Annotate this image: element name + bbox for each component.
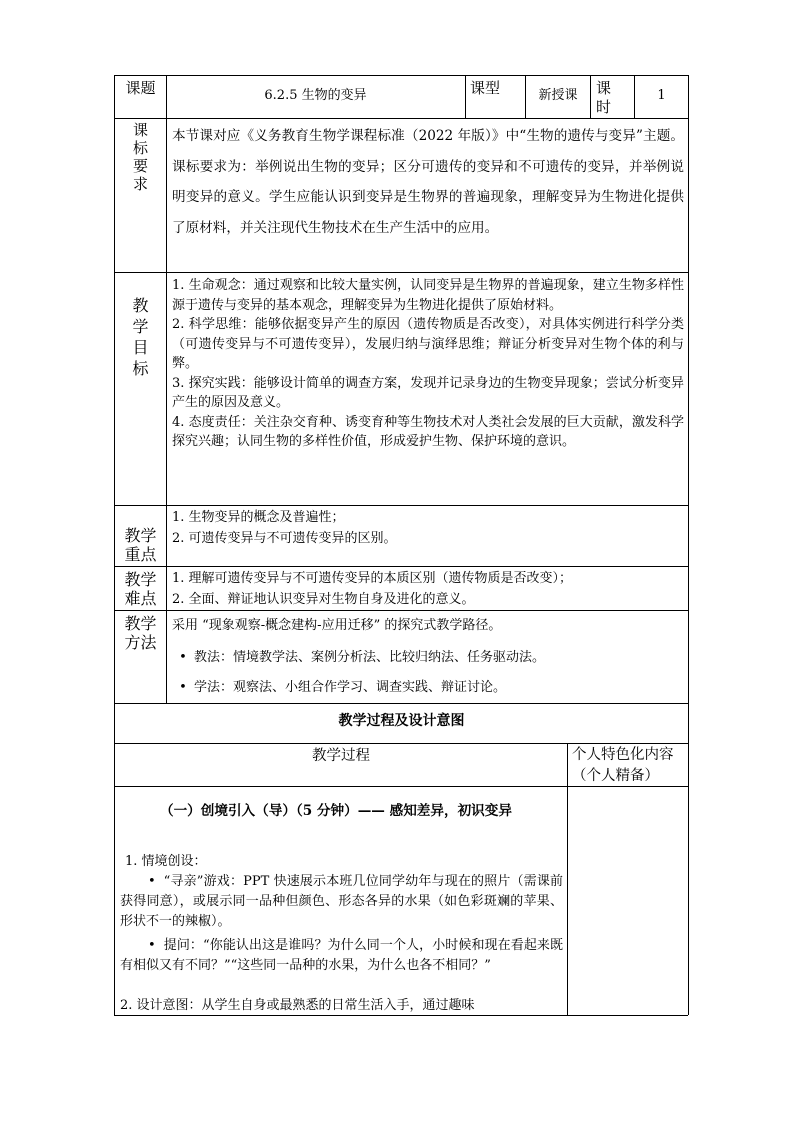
methods-teaching: • 教法：情境教学法、案例分析法、比较归纳法、任务驱动法。: [172, 648, 684, 668]
difficulties-label: 教学 难点: [124, 570, 157, 608]
methods-label: 教学 方法: [124, 614, 157, 652]
row-divider: [114, 703, 688, 704]
objective-item: 3. 探究实践：能够设计简单的调查方案，发现并记录身边的生物变异现象；尝试分析变异产生的原因及意义。: [172, 375, 684, 410]
objectives-list: [172, 276, 684, 452]
row-divider: [114, 566, 688, 567]
bullet-icon: •: [148, 938, 156, 953]
key-point-item: 2. 可遗传变异与不可遗传变异的区别。: [172, 531, 397, 546]
bullet-icon: •: [148, 874, 156, 889]
hours-value: 1: [657, 88, 666, 103]
personal-column-header: 个人特色化内容（个人精备）: [572, 747, 674, 784]
bullet-icon: •: [179, 650, 187, 665]
difficulties-list: [172, 568, 684, 610]
type-label: 课型: [470, 79, 501, 97]
difficulty-item: 1. 理解可遗传变异与不可遗传变异的本质区别（遗传物质是否改变）；: [172, 571, 573, 586]
standards-text: 本节课对应《义务教育生物学课程标准（2022 年版）》中“生物的遗传与变异”主题。课标要求为：举例说出生物的变异；区分可遗传的变异和不可遗传的变异，并举例说明变异的意义。学生应能认识到变异是生物界的普遍现象，理解变异为生物进化提供了原材料，并关注现代生物技术在生产生活中的应用。: [172, 128, 684, 236]
row-divider: [114, 743, 688, 744]
key-points-label: 教学 重点: [124, 526, 157, 564]
topic-label: 课题: [125, 79, 156, 97]
process-column-header: 教学过程: [312, 748, 370, 764]
section-heading: （一）创境引入（导）（5 分钟）—— 感知差异，初识变异: [160, 803, 512, 819]
key-points-list: [172, 507, 684, 549]
objective-item: 4. 态度责任：关注杂交育种、诱变育种等生物技术对人类社会发展的巨大贡献，激发科学探究兴趣；认同生物的多样性价值，形成爱护生物、保护环境的意识。: [172, 414, 684, 449]
objective-item: 2. 科学思维：能够依据变异产生的原因（遗传物质是否改变），对具体实例进行科学分类（可遗传变异与不可遗传变异），发展归纳与演绎思维；辩证分析变异对生物个体的利与弊。: [172, 317, 684, 371]
table-border-right: [688, 75, 689, 1015]
methods-intro: 采用 “现象观察-概念建构-应用迁移” 的探究式教学路径。: [172, 618, 502, 633]
hours-label: 课时: [596, 79, 612, 116]
label-column-divider: [166, 75, 167, 703]
section-bullet-item: • 提问：“你能认出这是谁吗？为什么同一个人，小时候和现在看起来既有相似又有不同？”“这些同一品种的水果，为什么也各不相同？”: [120, 938, 563, 973]
process-title: 教学过程及设计意图: [338, 713, 465, 729]
process-column-divider: [567, 743, 568, 1015]
row-divider: [114, 118, 688, 119]
bullet-icon: •: [179, 680, 187, 695]
methods-learning: • 学法：观察法、小组合作学习、调查实践、辩证讨论。: [172, 678, 684, 698]
section-subheading: 1. 情境创设：: [125, 854, 207, 869]
key-point-item: 1. 生物变异的概念及普遍性；: [172, 510, 345, 525]
type-value: 新授课: [538, 88, 578, 103]
row-divider: [114, 505, 688, 506]
table-border-top: [114, 75, 688, 76]
objectives-label: 教 学 目 标: [132, 296, 149, 378]
objective-item: 1. 生命观念：通过观察和比较大量实例，认同变异是生物界的普遍现象，建立生物多样性源于遗传与变异的基本观念，理解变异为生物进化提供了原始材料。: [172, 278, 684, 313]
standards-label: 课 标 要 求: [132, 121, 148, 193]
row-divider: [114, 610, 688, 611]
difficulty-item: 2. 全面、辩证地认识变异对生物自身及进化的意义。: [172, 592, 475, 607]
row-divider: [114, 272, 688, 273]
section-design-intent: 2. 设计意图：从学生自身或最熟悉的日常生活入手，通过趣味: [120, 998, 475, 1013]
section-bullet-item: • “寻亲”游戏：PPT 快速展示本班几位同学幼年与现在的照片（需课前获得同意），或展示同一品种但颜色、形态各异的水果（如色彩斑斓的苹果、形状不一的辣椒）。: [120, 874, 563, 929]
topic-value: 6.2.5 生物的变异: [264, 88, 367, 103]
